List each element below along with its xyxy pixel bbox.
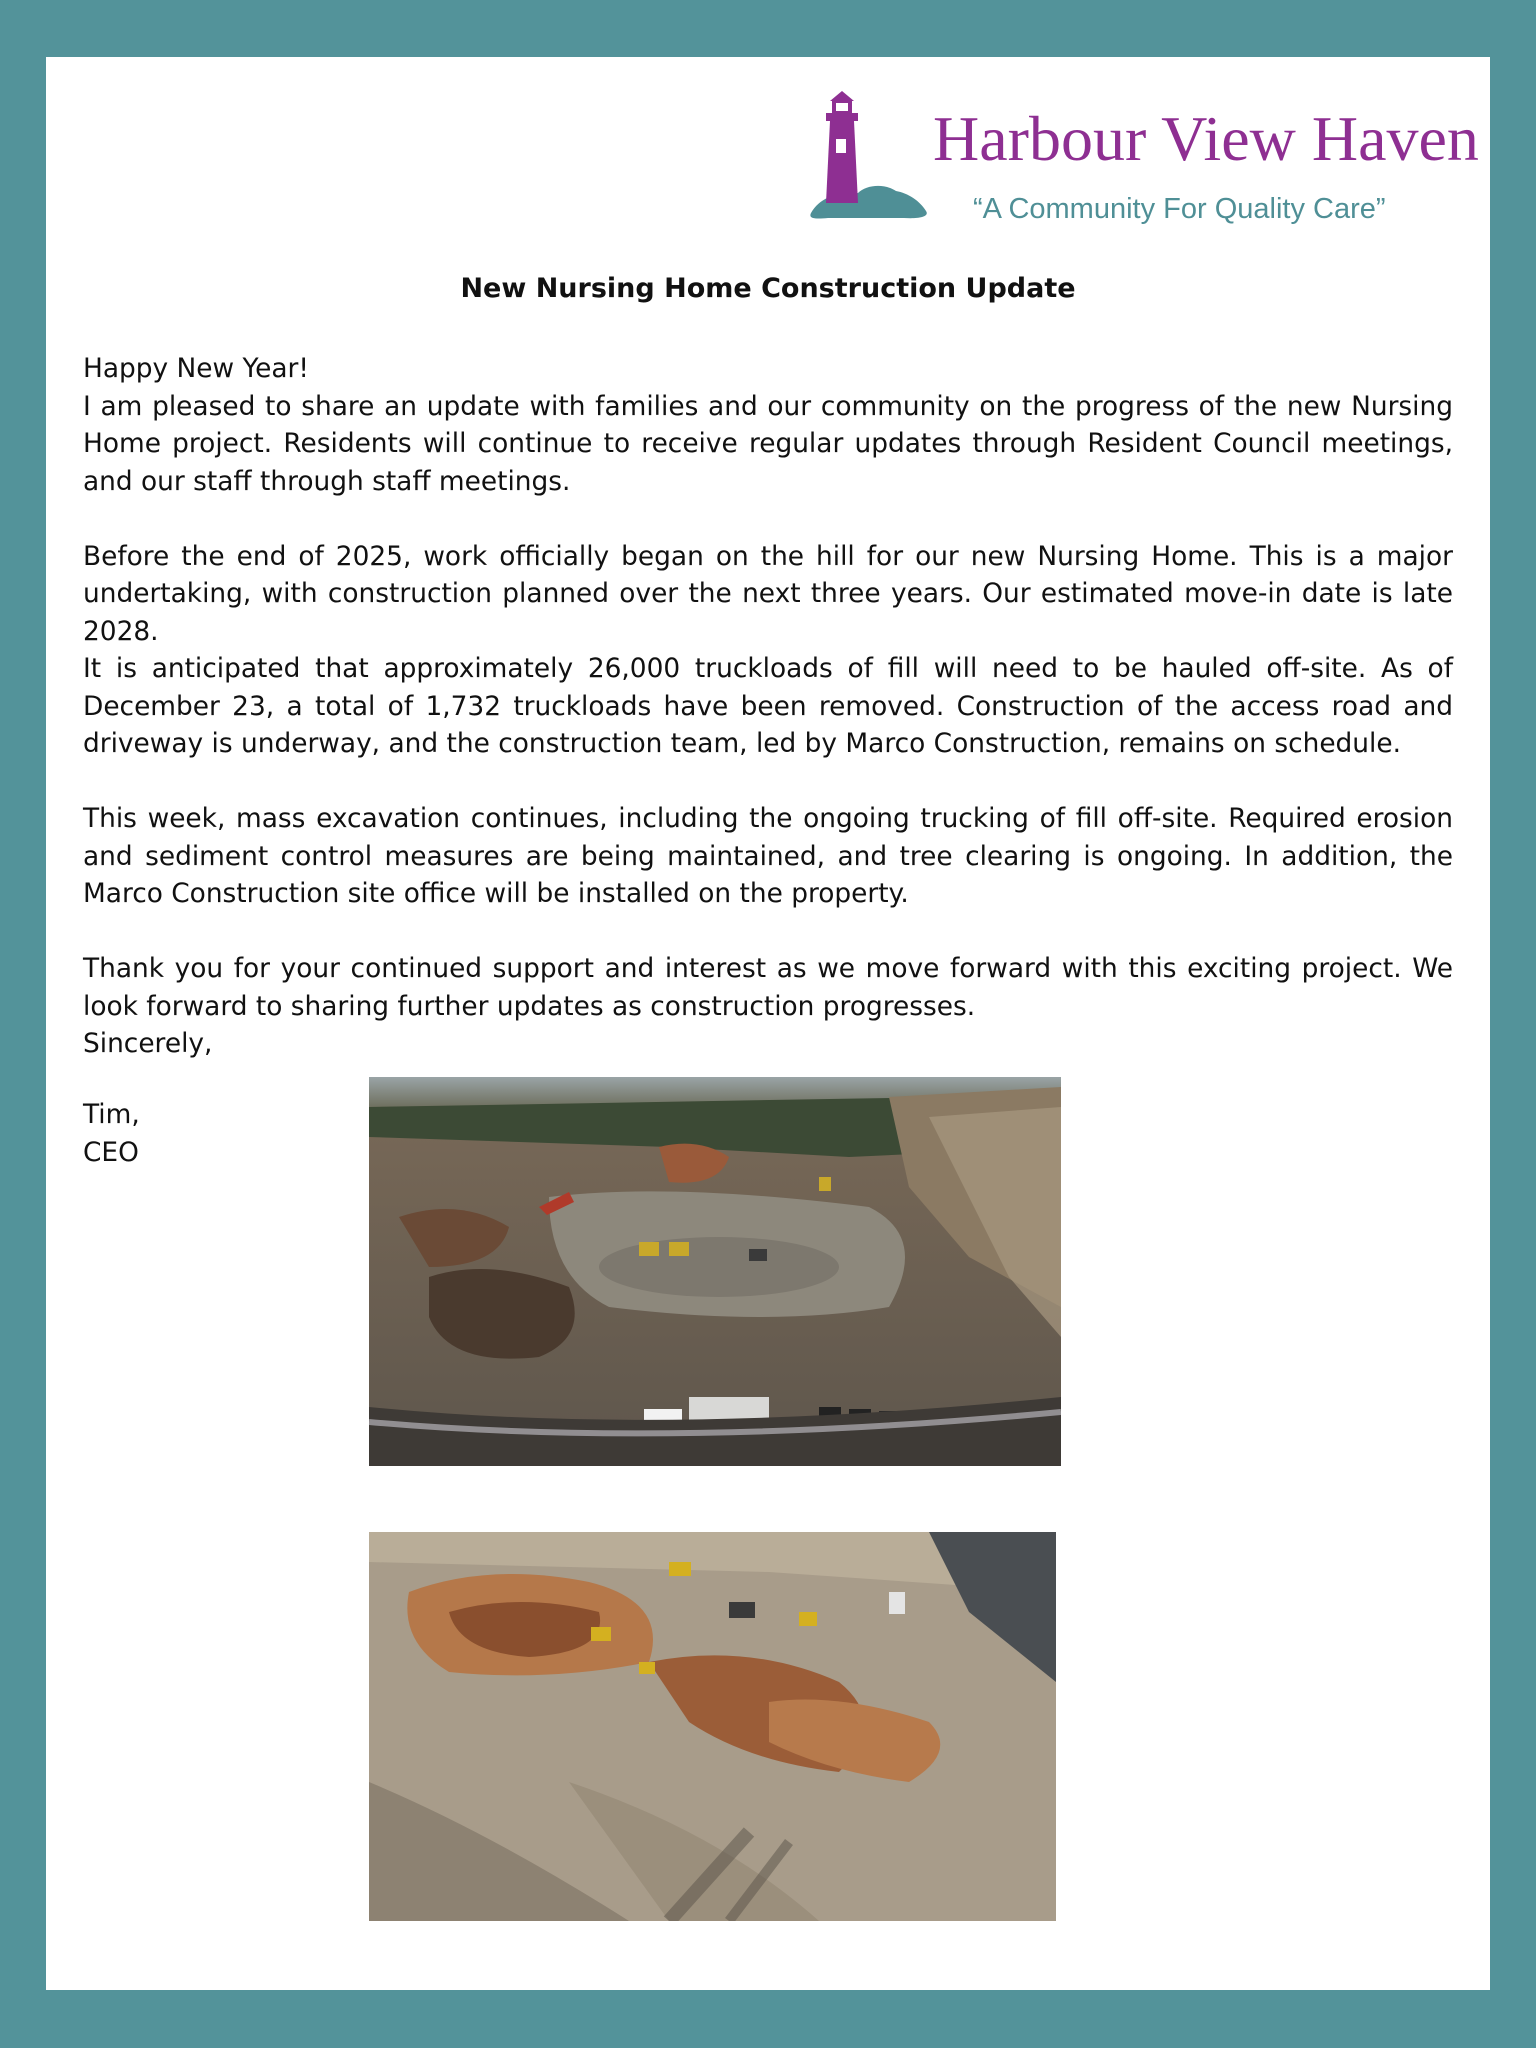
construction-site-photo xyxy=(369,1077,1061,1466)
logo-name: Harbour View Haven xyxy=(933,103,1479,174)
paragraph: It is anticipated that approximately 26,000 truckloads of fill will need to be hauled off-site. As of December 23, a total of 1,732 truckloads have been removed. Construction of the access road and driveway is underway, and the construction team, led by Marco Construction, remains on schedule. xyxy=(83,653,1453,759)
closing: Sincerely, xyxy=(83,1028,213,1059)
signature-block xyxy=(83,1096,140,1171)
paragraph: This week, mass excavation continues, including the ongoing trucking of fill off-site. Required erosion and sediment control measures are being maintained, and tree clearing is ongoing. In addition, the Marco Construction site office will be installed on the property. xyxy=(83,803,1453,909)
logo-tagline: “A Community For Quality Care” xyxy=(973,193,1386,225)
lighthouse-icon xyxy=(808,87,933,227)
paragraph: Thank you for your continued support and interest as we move forward with this exciting project. We look forward to sharing further updates as construction progresses. xyxy=(83,953,1453,1022)
signature-name: Tim, xyxy=(83,1099,140,1130)
letter-page xyxy=(46,57,1490,1990)
document-title: New Nursing Home Construction Update xyxy=(460,273,1076,304)
paragraph: I am pleased to share an update with families and our community on the progress of the new Nursing Home project. Residents will continue to receive regular updates through Resident Council meetings, and our staff through staff meetings. xyxy=(83,390,1453,497)
paragraph: Before the end of 2025, work officially began on the hill for our new Nursing Home. This is a major undertaking, with construction planned over the next three years. Our estimated move-in date is late 2028. xyxy=(83,540,1453,647)
letter-body xyxy=(83,350,1453,1063)
signature-title: CEO xyxy=(83,1136,139,1168)
logo xyxy=(808,87,1479,227)
excavation-site-photo xyxy=(369,1532,1056,1921)
greeting: Happy New Year! xyxy=(83,353,309,384)
